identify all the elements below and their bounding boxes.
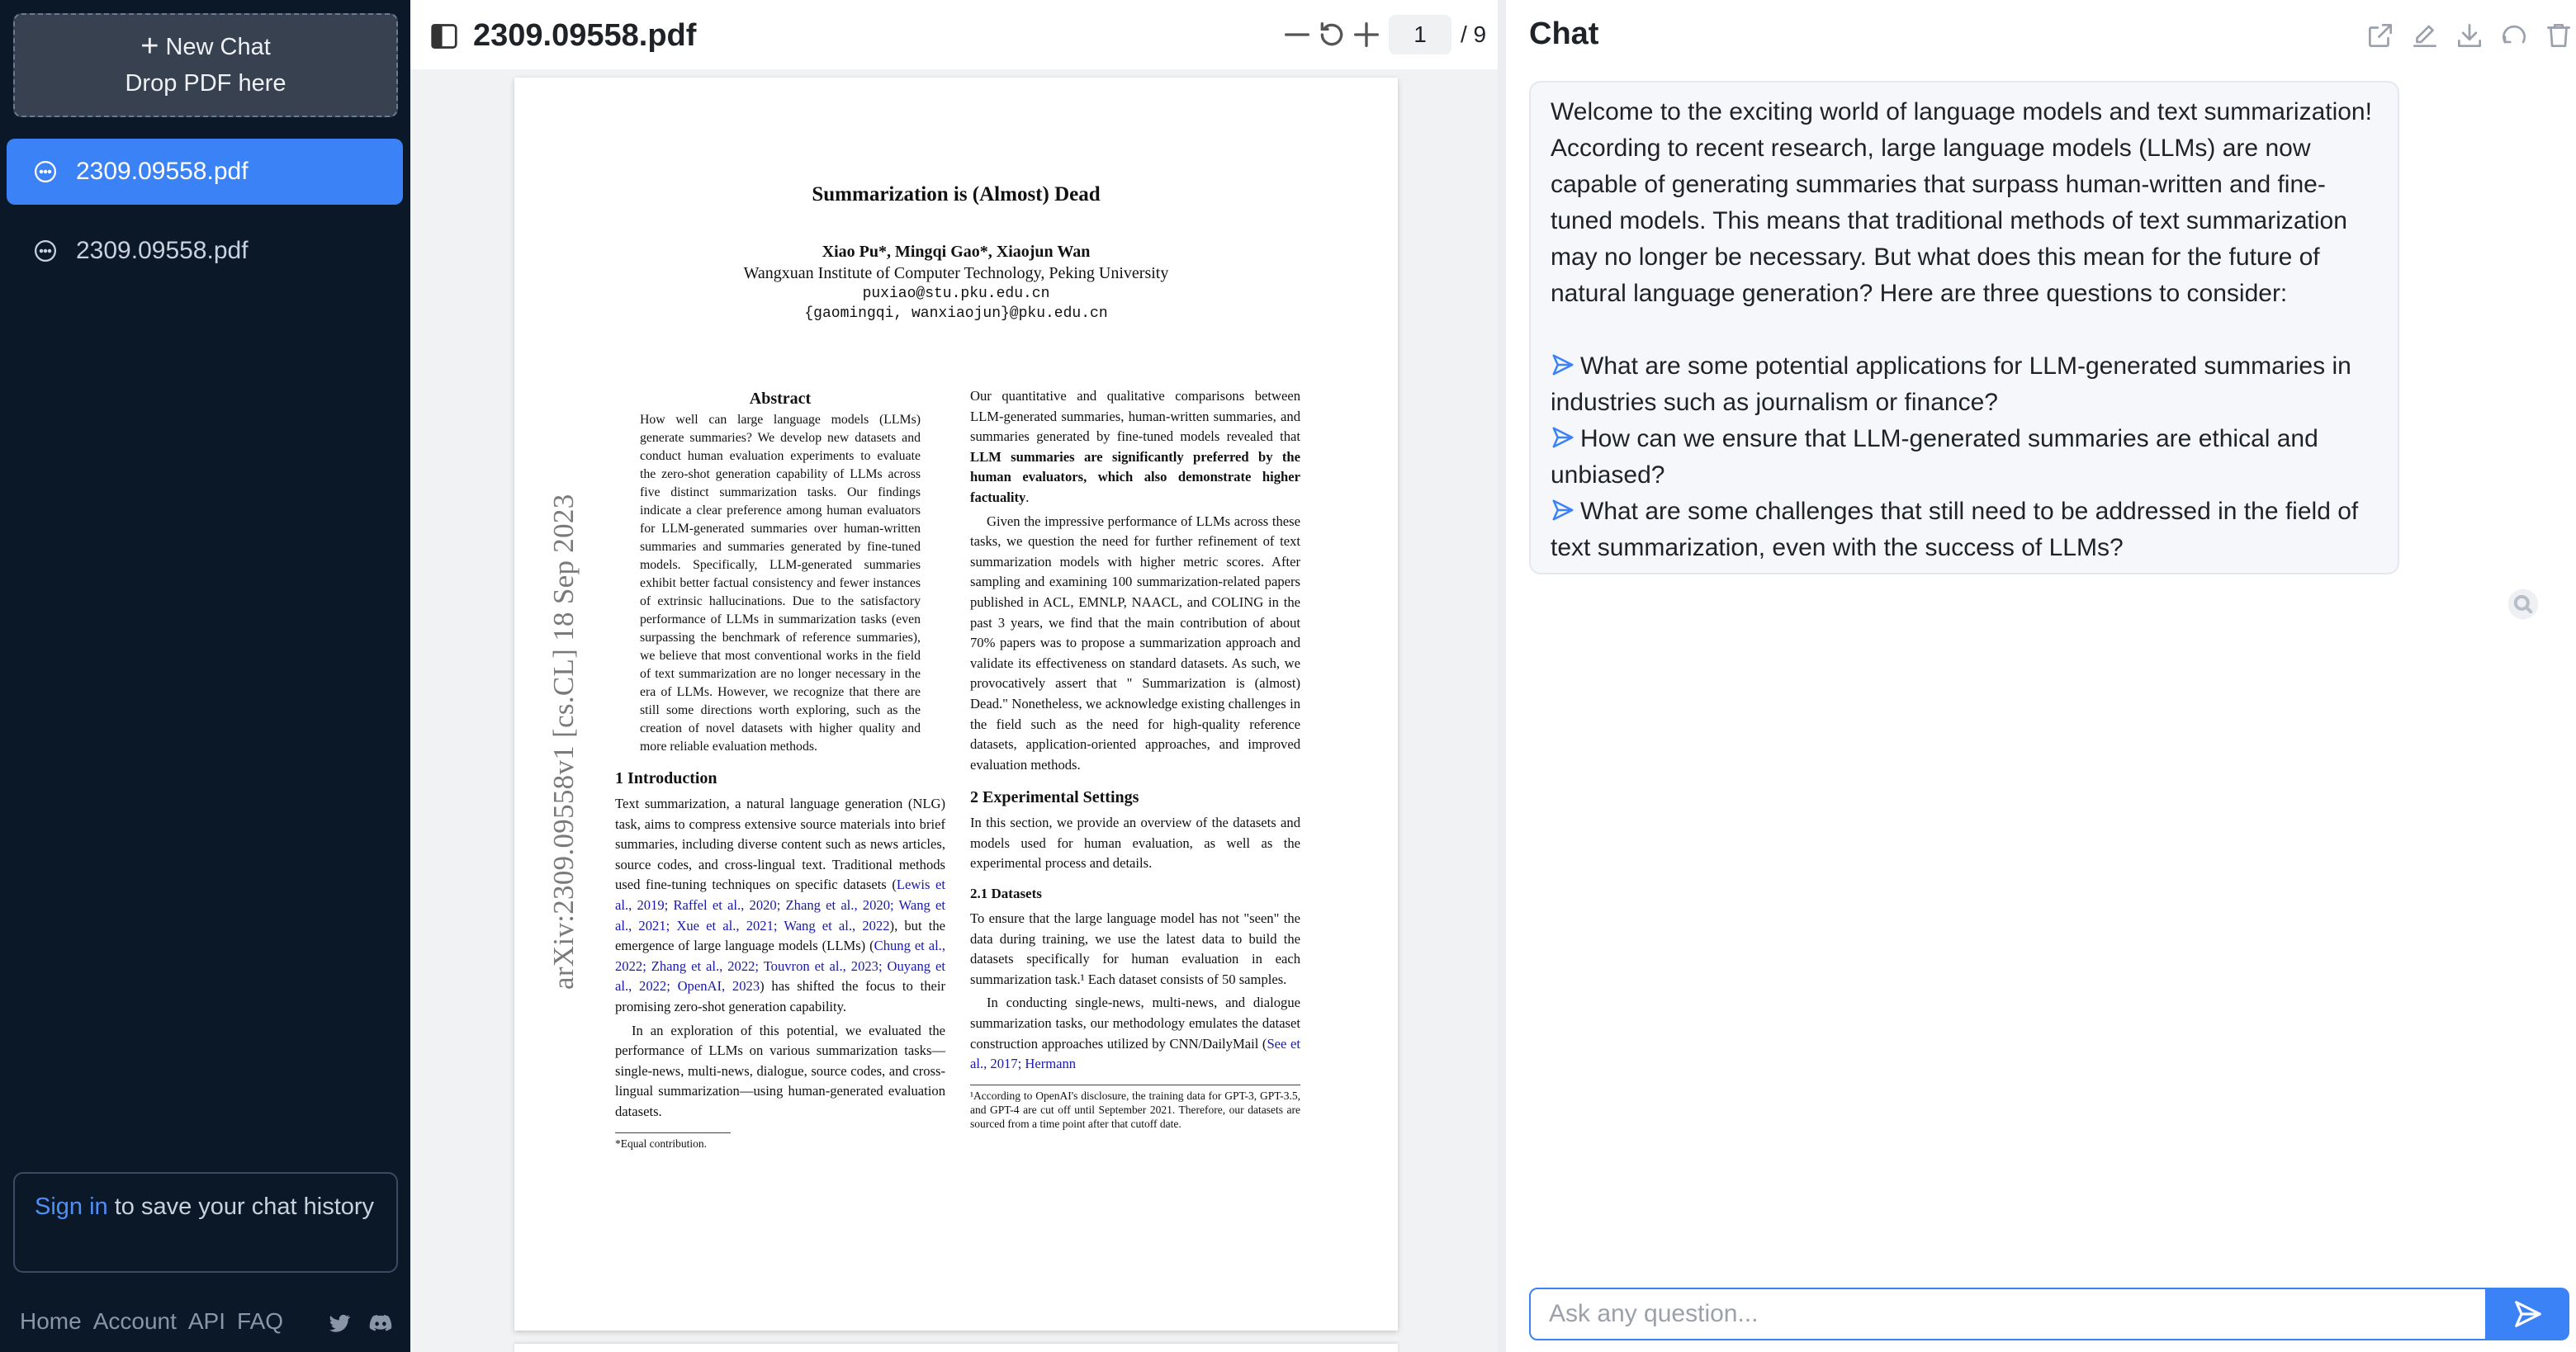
paper-title: Summarization is (Almost) Dead (812, 183, 1101, 206)
twitter-icon[interactable] (327, 1311, 352, 1335)
zoom-in-icon[interactable] (1350, 18, 1383, 51)
suggested-question[interactable] (1551, 421, 2378, 494)
paper-email: {gaomingqi, wanxiaojun}@pku.edu.cn (804, 305, 1108, 322)
footer-social (327, 1311, 393, 1335)
text-run: Text summarization, a natural language generation (NLG) task, aims to compress extensive source materials into brief summaries, including diverse content such as news articles, source codes, and cross-lingual text. Traditional methods used fine-tuning techniques on specific datasets ( (615, 796, 945, 893)
sidebar-doc-item[interactable] (7, 139, 403, 205)
citation-link[interactable]: Chung et al., 2022; Zhang et al., 2022; Touvron et al., 2023; Ouyang et al., 2022; OpenAI, 2023 (615, 938, 945, 995)
sidebar-toggle-icon[interactable] (429, 21, 460, 51)
new-chat-dropzone[interactable] (13, 13, 398, 117)
discord-icon[interactable] (368, 1311, 393, 1335)
page-number-input[interactable] (1389, 15, 1451, 54)
send-button[interactable] (2487, 1288, 2569, 1340)
footer-link-home[interactable]: Home (20, 1308, 82, 1334)
assistant-message (1529, 81, 2399, 574)
footer-link-faq[interactable]: FAQ (237, 1308, 284, 1334)
arxiv-stamp: arXiv:2309.09558v1 [cs.CL] 18 Sep 2023 (547, 494, 580, 990)
share-icon[interactable] (2365, 20, 2396, 51)
citation-link[interactable]: See et al., 2017; Hermann (970, 1035, 1300, 1072)
chat-input[interactable] (1529, 1288, 2487, 1340)
new-chat-line (140, 29, 271, 65)
edit-icon[interactable] (2409, 20, 2441, 51)
plus-icon: + (140, 28, 159, 64)
section-heading: 1 Introduction (615, 769, 717, 787)
paper-affiliation: Wangxuan Institute of Computer Technology, Peking University (743, 264, 1169, 282)
footnote: *Equal contribution. (615, 1132, 731, 1151)
search-icon[interactable] (2507, 588, 2540, 621)
abstract-heading: Abstract (749, 390, 812, 408)
trash-icon[interactable] (2543, 20, 2574, 51)
subsection-heading: 2.1 Datasets (970, 886, 1042, 902)
body-paragraph (970, 386, 1300, 508)
suggested-question-text: What are some challenges that still need to be addressed in the field of text summarization, even with the success of LLMs? (1551, 498, 2359, 561)
chat-bubble-icon (33, 239, 58, 263)
sidebar-doc-name: 2309.09558.pdf (76, 158, 249, 185)
sidebar-doc-item[interactable] (7, 218, 403, 284)
zoom-out-icon[interactable] (1281, 18, 1314, 51)
pdf-page (514, 78, 1398, 1331)
signin-prompt (13, 1172, 398, 1273)
page-total: / 9 (1461, 21, 1487, 47)
text-run: . (1025, 489, 1030, 505)
chat-title: Chat (1529, 17, 1599, 51)
chat-panel (1498, 0, 2576, 1352)
paper-right-column (970, 386, 1300, 1131)
send-arrow-icon (1551, 498, 1575, 522)
text-run: Our quantitative and qualitative comparisons between LLM-generated summaries, human-written summaries, and summaries generated by fine-tuned models revealed that (970, 388, 1300, 445)
footer-links (20, 1308, 283, 1335)
drop-pdf-label: Drop PDF here (125, 70, 286, 97)
paper-left-column (615, 386, 945, 1151)
spacer (1551, 312, 2378, 348)
text-run: ) has shifted the focus to their promising zero-shot generation capability. (615, 978, 945, 1014)
body-paragraph: In this section, we provide an overview of the datasets and models used for human evaluation, as well as the experimental process and details. (970, 815, 1300, 872)
sidebar-doc-name: 2309.09558.pdf (76, 237, 249, 264)
send-arrow-icon (1551, 425, 1575, 450)
rotate-icon[interactable] (1315, 18, 1348, 51)
intro-paragraph (615, 794, 945, 1018)
refresh-icon[interactable] (2498, 20, 2530, 51)
chat-toolbar (2365, 20, 2574, 51)
text-run: ), but the emergence of large language models (LLMs) ( (615, 917, 945, 954)
send-arrow-icon (1551, 352, 1575, 377)
pdf-viewer (410, 0, 1498, 1352)
chat-bubble-icon (33, 159, 58, 184)
abstract-text: How well can large language models (LLMs) generate summaries? We develop new datasets and conduct human evaluation experiments to evaluate the zero-shot generation capability of LLMs across five distinct summarization tasks. Our findings indicate a clear preference among human evaluators for LLM-generated summaries over human-written summaries and summaries generated by fine-tuned models. Specifically, LLM-generated summaries exhibit better factual consistency and fewer instances of extrinsic hallucinations. Due to the satisfactory performance of LLMs in summarization tasks (even surpassing the benchmark of reference summaries), we believe that most conventional works in the field of text summarization are no longer necessary in the era of LLMs. However, we recognize that there are still some directions worth exploring, such as the creation of novel datasets with higher quality and more reliable evaluation methods. (640, 413, 921, 754)
chat-input-row (1529, 1288, 2568, 1340)
welcome-text: Welcome to the exciting world of language models and text summarization! According to recent research, large language models (LLMs) are now capable of generating summaries that surpass human-written and fine-tuned models. This means that traditional methods of text summarization may no longer be necessary. But what does this mean for the future of natural language generation? Here are three questions to consider: (1551, 98, 2372, 307)
text-run: In conducting single-news, multi-news, and dialogue summarization tasks, our methodology emulates the dataset construction approaches utilized by CNN/DailyMail ( (970, 995, 1300, 1052)
suggested-question-text: How can we ensure that LLM-generated summaries are ethical and unbiased? (1551, 425, 2318, 489)
citation-link[interactable]: Lewis et al., 2019; Raffel et al., 2020; Zhang et al., 2020; Wang et al., 2021; Xue et al., 2021; Wang et al., 2022 (615, 877, 945, 934)
paper-email: puxiao@stu.pku.edu.cn (862, 286, 1050, 302)
footer-link-account[interactable]: Account (92, 1308, 177, 1334)
footnote: ¹According to OpenAI's disclosure, the training data for GPT-3, GPT-3.5, and GPT-4 are cut off until September 2021. Therefore, our datasets are sourced from a time point after that cutoff date. (970, 1085, 1300, 1131)
pdf-toolbar (410, 0, 1498, 69)
text-run-bold: LLM summaries are significantly preferred by the human evaluators, which also demonstrate higher factuality (970, 448, 1300, 505)
suggested-question[interactable] (1551, 348, 2378, 421)
pdf-next-page (514, 1344, 1398, 1352)
body-paragraph: To ensure that the large language model has not "seen" the data during training, we use the latest data to build the datasets specifically for human evaluation in each summarization task.¹ Each dataset consists of 50 samples. (970, 910, 1300, 987)
new-chat-label: New Chat (165, 34, 271, 60)
download-icon[interactable] (2454, 20, 2485, 51)
sign-in-link[interactable]: Sign in (35, 1194, 108, 1220)
sidebar (0, 0, 410, 1352)
footer-link-api[interactable]: API (187, 1308, 226, 1334)
intro-paragraph: In an exploration of this potential, we evaluated the performance of LLMs on various summarization tasks—single-news, multi-news, dialogue, source codes, and cross-lingual summarization—using human-generated evaluation datasets. (615, 1022, 945, 1119)
suggested-question-text: What are some potential applications for LLM-generated summaries in industries such as journalism or finance? (1551, 352, 2351, 416)
signin-text: to save your chat history (107, 1194, 375, 1220)
pdf-file-name: 2309.09558.pdf (473, 18, 697, 53)
body-paragraph: Given the impressive performance of LLMs across these tasks, we question the need for further refinement of text summarization models with higher metric scores. After sampling and examining 100 summarization-related papers published in ACL, EMNLP, NAACL, and COLING in the past 3 years, we find that the main contribution of about 70% papers was to propose a summarization approach and validate its effectiveness on standard datasets. As such, we provocatively assert that " Summarization is (almost) Dead." Nonetheless, we acknowledge existing challenges in the field such as the need for high-quality reference datasets, application-oriented approaches, and improved evaluation methods. (970, 513, 1300, 773)
section-heading: 2 Experimental Settings (970, 788, 1139, 807)
body-paragraph (970, 993, 1300, 1074)
send-icon (2512, 1298, 2544, 1330)
suggested-question[interactable] (1551, 494, 2378, 566)
paper-authors: Xiao Pu*, Mingqi Gao*, Xiaojun Wan (822, 243, 1091, 261)
